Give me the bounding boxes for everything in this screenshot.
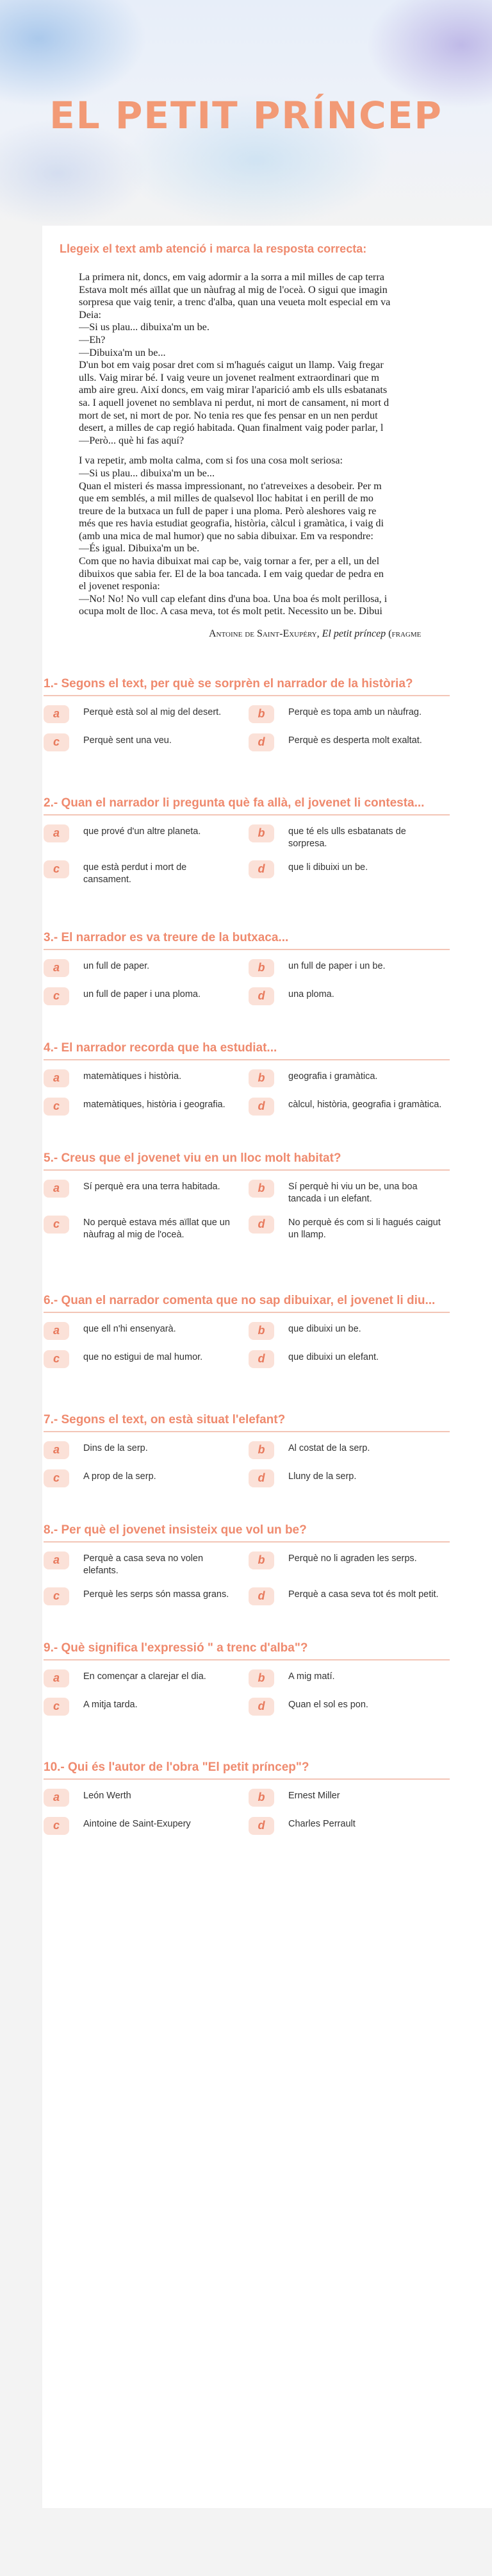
questions-list — [42, 677, 492, 1835]
question-title: 8.- Per què el jovenet insisteix que vol un be? — [44, 1523, 307, 1537]
reading-paragraph — [79, 455, 492, 618]
reading-line: dibuixos que sabia fer. El de la boa tancada. I em vaig quedar de pedra en — [79, 567, 384, 580]
question-divider — [44, 1169, 450, 1171]
option-letter-badge[interactable]: c — [44, 1698, 69, 1716]
option-text: Perquè a casa seva tot és molt petit. — [288, 1589, 439, 1600]
option-letter-badge[interactable]: a — [44, 1669, 69, 1687]
option-text: Perquè sent una veu. — [83, 735, 172, 746]
option-text: No perquè estava més aïllat que un nàufrag al mig de l'oceà. — [83, 1217, 230, 1241]
answer-option-a[interactable] — [44, 1551, 245, 1577]
question-8 — [42, 1523, 450, 1605]
question-5 — [42, 1151, 450, 1241]
reading-line: mort de set, ni mort de por. No tenia res que fes pensar en un nen perdut — [79, 409, 378, 421]
option-letter-badge[interactable]: c — [44, 1469, 69, 1487]
answer-option-c[interactable] — [44, 733, 245, 751]
instruction-text: Llegeix el text amb atenció i marca la resposta correcta: — [60, 242, 367, 255]
answer-options — [44, 1441, 450, 1487]
option-text: una ploma. — [288, 989, 334, 1000]
option-letter-badge[interactable]: d — [249, 987, 274, 1005]
option-letter-badge[interactable]: b — [249, 1180, 274, 1198]
question-title: 9.- Què significa l'expressió " a trenc d'alba"? — [44, 1641, 308, 1655]
option-text: que dibuixi un elefant. — [288, 1352, 379, 1363]
answer-option-b[interactable] — [249, 1180, 450, 1205]
answer-option-d[interactable] — [249, 733, 450, 751]
reading-line: treure de la butxaca un full de paper i una ploma. Però aleshores vaig re — [79, 505, 377, 517]
reading-line: —Si us plau... dibuixa'm un be... — [79, 467, 215, 479]
option-letter-badge[interactable]: a — [44, 1069, 69, 1087]
option-letter-badge[interactable]: a — [44, 1441, 69, 1459]
answer-option-b[interactable] — [249, 1669, 450, 1687]
reading-line: Quan el misteri és massa impressionant, no t'atreveixes a desobeir. Per m — [79, 480, 382, 492]
option-text: que dibuixi un be. — [288, 1324, 361, 1335]
option-text: que prové d'un altre planeta. — [83, 826, 201, 837]
question-title: 4.- El narrador recorda que ha estudiat... — [44, 1041, 277, 1055]
answer-option-b[interactable] — [249, 1322, 450, 1340]
option-letter-badge[interactable]: d — [249, 733, 274, 751]
option-text: Perquè a casa seva no volen elefants. — [83, 1553, 204, 1577]
reading-line: el jovenet responia: — [79, 580, 160, 592]
answer-option-d[interactable] — [249, 1817, 450, 1835]
attribution-work: El petit príncep — [322, 628, 386, 640]
option-text: Perquè es desperta molt exaltat. — [288, 735, 422, 746]
answer-option-b[interactable] — [249, 959, 450, 977]
question-divider — [44, 1659, 450, 1660]
attribution-tail: (fragme — [386, 628, 422, 640]
question-title: 1.- Segons el text, per què se sorprèn el narrador de la història? — [44, 677, 413, 691]
option-text: Sí perquè era una terra habitada. — [83, 1182, 220, 1192]
reading-line: amb aire greu. Així doncs, em vaig mirar l'aparició amb els ulls esbatanats — [79, 384, 388, 396]
option-text: Perquè es topa amb un nàufrag. — [288, 707, 422, 718]
question-9 — [42, 1641, 450, 1716]
option-letter-badge[interactable]: c — [44, 1098, 69, 1116]
reading-line: —Dibuixa'm un be... — [79, 346, 166, 358]
option-letter-badge[interactable]: b — [249, 1322, 274, 1340]
option-letter-badge[interactable]: b — [249, 1551, 274, 1569]
question-title: 2.- Quan el narrador li pregunta què fa allà, el jovenet li contesta... — [44, 796, 425, 810]
reading-line: —Si us plau... dibuixa'm un be. — [79, 321, 209, 333]
answer-option-b[interactable] — [249, 1441, 450, 1459]
answer-option-d[interactable] — [249, 1698, 450, 1716]
option-letter-badge[interactable]: d — [249, 1098, 274, 1116]
reading-line: I va repetir, amb molta calma, com si fos una cosa molt seriosa: — [79, 455, 343, 467]
answer-option-a[interactable] — [44, 1069, 245, 1087]
reading-line: Deia: — [79, 308, 102, 321]
header-banner — [0, 0, 492, 226]
answer-option-c[interactable] — [44, 860, 245, 886]
answer-options — [44, 1180, 450, 1241]
reading-line: que em semblés, a mil milles de qualsevol lloc habitat i en perill de mo — [79, 492, 373, 505]
option-letter-badge[interactable]: d — [249, 860, 274, 878]
attribution-author: Antoine de Saint-Exupéry — [209, 628, 317, 640]
option-letter-badge[interactable]: d — [249, 1216, 274, 1234]
option-text: que no estigui de mal humor. — [83, 1352, 203, 1363]
option-letter-badge[interactable]: b — [249, 705, 274, 723]
question-title: 5.- Creus que el jovenet viu en un lloc molt habitat? — [44, 1151, 341, 1166]
answer-option-c[interactable] — [44, 1698, 245, 1716]
option-text: que té els ulls esbatanats de sorpresa. — [288, 826, 406, 849]
option-text: León Werth — [83, 1791, 131, 1802]
option-text: En començar a clarejar el dia. — [83, 1671, 206, 1682]
option-letter-badge[interactable]: c — [44, 1216, 69, 1234]
question-6 — [42, 1294, 450, 1368]
option-letter-badge[interactable]: b — [249, 824, 274, 842]
option-letter-badge[interactable]: c — [44, 1817, 69, 1835]
option-text: geografia i gramàtica. — [288, 1071, 378, 1082]
option-text: A mitja tarda. — [83, 1700, 138, 1710]
answer-option-c[interactable] — [44, 1216, 245, 1241]
answer-options — [44, 1669, 450, 1716]
reading-line: D'un bot em vaig posar dret com si m'hagués caigut un llamp. Vaig fregar — [79, 359, 384, 371]
answer-option-a[interactable] — [44, 1441, 245, 1459]
option-letter-badge[interactable]: a — [44, 705, 69, 723]
option-letter-badge[interactable]: a — [44, 1551, 69, 1569]
reading-line: —No! No! No vull cap elefant dins d'una boa. Una boa és molt perillosa, i — [79, 592, 388, 605]
option-text: A prop de la serp. — [83, 1471, 156, 1482]
option-letter-badge[interactable]: a — [44, 1789, 69, 1807]
option-text: matemàtiques, història i geografia. — [83, 1100, 226, 1110]
option-text: un full de paper i una ploma. — [83, 989, 201, 1000]
option-letter-badge[interactable]: b — [249, 1789, 274, 1807]
reading-line: —És igual. Dibuixa'm un be. — [79, 542, 200, 555]
option-text: Al costat de la serp. — [288, 1443, 370, 1454]
option-text: Ernest Miller — [288, 1791, 340, 1802]
option-text: Dins de la serp. — [83, 1443, 148, 1454]
answer-option-a[interactable] — [44, 1180, 245, 1205]
answer-option-c[interactable] — [44, 1098, 245, 1116]
reading-line: sa. I aquell jovenet no semblava ni perdut, ni mort de cansament, ni mort d — [79, 396, 390, 408]
question-3 — [42, 931, 450, 1005]
option-letter-badge[interactable]: c — [44, 860, 69, 878]
option-letter-badge[interactable]: c — [44, 733, 69, 751]
answer-option-b[interactable] — [249, 1069, 450, 1087]
question-7 — [42, 1413, 450, 1487]
answer-option-c[interactable] — [44, 1817, 245, 1835]
reading-line: Estava molt més aïllat que un nàufrag al mig de l'oceà. O sigui que imagin — [79, 283, 388, 296]
answer-options — [44, 1551, 450, 1605]
answer-options — [44, 1322, 450, 1368]
answer-options — [44, 959, 450, 1005]
answer-option-d[interactable] — [249, 1216, 450, 1241]
option-letter-badge[interactable]: d — [249, 1587, 274, 1605]
answer-option-a[interactable] — [44, 1669, 245, 1687]
answer-option-a[interactable] — [44, 1789, 245, 1807]
answer-option-d[interactable] — [249, 860, 450, 886]
question-1 — [42, 677, 450, 751]
reading-line: ulls. Vaig mirar bé. I vaig veure un jovenet realment extraordinari que m — [79, 371, 379, 383]
reading-passage — [79, 271, 492, 626]
option-text: càlcul, història, geografia i gramàtica. — [288, 1100, 442, 1110]
question-divider — [44, 1431, 450, 1432]
option-text: matemàtiques i història. — [83, 1071, 182, 1082]
option-letter-badge[interactable]: d — [249, 1817, 274, 1835]
answer-options — [44, 1069, 450, 1116]
option-text: Perquè no li agraden les serps. — [288, 1553, 417, 1564]
option-letter-badge[interactable]: a — [44, 1180, 69, 1198]
option-text: A mig matí. — [288, 1671, 335, 1682]
question-2 — [42, 796, 450, 886]
answer-option-d[interactable] — [249, 987, 450, 1005]
answer-option-a[interactable] — [44, 824, 245, 850]
answer-options — [44, 1789, 450, 1835]
answer-option-a[interactable] — [44, 705, 245, 723]
option-text: un full de paper. — [83, 961, 150, 972]
reading-line: —Eh? — [79, 333, 106, 346]
option-text: Aintoine de Saint-Exupery — [83, 1819, 191, 1830]
question-4 — [42, 1041, 450, 1116]
question-title: 7.- Segons el text, on està situat l'elefant? — [44, 1413, 286, 1427]
answer-option-a[interactable] — [44, 1322, 245, 1340]
question-divider — [44, 1059, 450, 1060]
option-text: que està perdut i mort de cansament. — [83, 862, 187, 885]
option-letter-badge[interactable]: a — [44, 959, 69, 977]
reading-line: (amb una mica de mal humor) que no sabia dibuixar. Em va respondre: — [79, 530, 373, 542]
answer-option-b[interactable] — [249, 1551, 450, 1577]
question-title: 3.- El narrador es va treure de la butxaca... — [44, 931, 289, 945]
reading-line: ocupa molt de lloc. A casa meva, tot és molt petit. Necessito un be. Dibui — [79, 605, 382, 617]
answer-option-b[interactable] — [249, 705, 450, 723]
reading-line: La primera nit, doncs, em vaig adormir a la sorra a mil milles de cap terra — [79, 271, 384, 283]
answer-options — [44, 824, 450, 886]
option-letter-badge[interactable]: b — [249, 1441, 274, 1459]
answer-options — [44, 705, 450, 751]
question-10 — [42, 1761, 450, 1835]
option-letter-badge[interactable]: b — [249, 1069, 274, 1087]
option-text: que li dibuixi un be. — [288, 862, 368, 873]
reading-line: més que res havia estudiat geografia, història, càlcul i gramàtica, i vaig di — [79, 517, 384, 530]
answer-option-a[interactable] — [44, 959, 245, 977]
answer-option-c[interactable] — [44, 1350, 245, 1368]
option-text: que ell n'hi ensenyarà. — [83, 1324, 176, 1335]
answer-option-c[interactable] — [44, 1469, 245, 1487]
option-letter-badge[interactable]: d — [249, 1469, 274, 1487]
answer-option-b[interactable] — [249, 824, 450, 850]
page-title: EL PETIT PRÍNCEP — [49, 94, 443, 137]
option-letter-badge[interactable]: a — [44, 1322, 69, 1340]
option-letter-badge[interactable]: d — [249, 1698, 274, 1716]
option-text: Quan el sol es pon. — [288, 1700, 368, 1710]
answer-option-c[interactable] — [44, 987, 245, 1005]
answer-option-d[interactable] — [249, 1587, 450, 1605]
option-text: Lluny de la serp. — [288, 1471, 357, 1482]
option-text: Charles Perrault — [288, 1819, 356, 1830]
worksheet-card — [42, 226, 492, 2508]
option-text: Perquè les serps són massa grans. — [83, 1589, 229, 1600]
answer-option-d[interactable] — [249, 1350, 450, 1368]
question-divider — [44, 1541, 450, 1543]
question-title: 6.- Quan el narrador comenta que no sap dibuixar, el jovenet li diu... — [44, 1294, 436, 1308]
reading-paragraph — [79, 271, 492, 447]
reading-line: sorpresa que vaig tenir, a trenc d'alba, quan una veueta molt especial em va — [79, 296, 391, 308]
option-letter-badge[interactable]: b — [249, 959, 274, 977]
option-letter-badge[interactable]: c — [44, 1587, 69, 1605]
reading-attribution: Antoine de Saint-Exupéry, El petit príncep (fragme — [209, 628, 422, 640]
answer-option-c[interactable] — [44, 1587, 245, 1605]
option-text: No perquè és com si li hagués caigut un llamp. — [288, 1217, 441, 1241]
question-divider — [44, 1778, 450, 1780]
option-letter-badge[interactable]: c — [44, 1350, 69, 1368]
answer-option-d[interactable] — [249, 1098, 450, 1116]
question-title: 10.- Qui és l'autor de l'obra "El petit príncep"? — [44, 1761, 309, 1775]
option-letter-badge[interactable]: a — [44, 824, 69, 842]
question-divider — [44, 949, 450, 950]
reading-line: —Però... què hi fas aquí? — [79, 434, 184, 446]
answer-option-d[interactable] — [249, 1469, 450, 1487]
answer-option-b[interactable] — [249, 1789, 450, 1807]
option-letter-badge[interactable]: d — [249, 1350, 274, 1368]
option-text: un full de paper i un be. — [288, 961, 386, 972]
question-divider — [44, 695, 450, 696]
question-divider — [44, 814, 450, 815]
option-text: Perquè està sol al mig del desert. — [83, 707, 222, 718]
option-text: Sí perquè hi viu un be, una boa tancada i un elefant. — [288, 1182, 418, 1205]
reading-line: desert, a milles de cap regió habitada. Quan finalment vaig poder parlar, l — [79, 422, 384, 434]
reading-line: Com que no havia dibuixat mai cap be, vaig tornar a fer, per a ell, un del — [79, 555, 380, 567]
option-letter-badge[interactable]: b — [249, 1669, 274, 1687]
option-letter-badge[interactable]: c — [44, 987, 69, 1005]
question-divider — [44, 1312, 450, 1313]
